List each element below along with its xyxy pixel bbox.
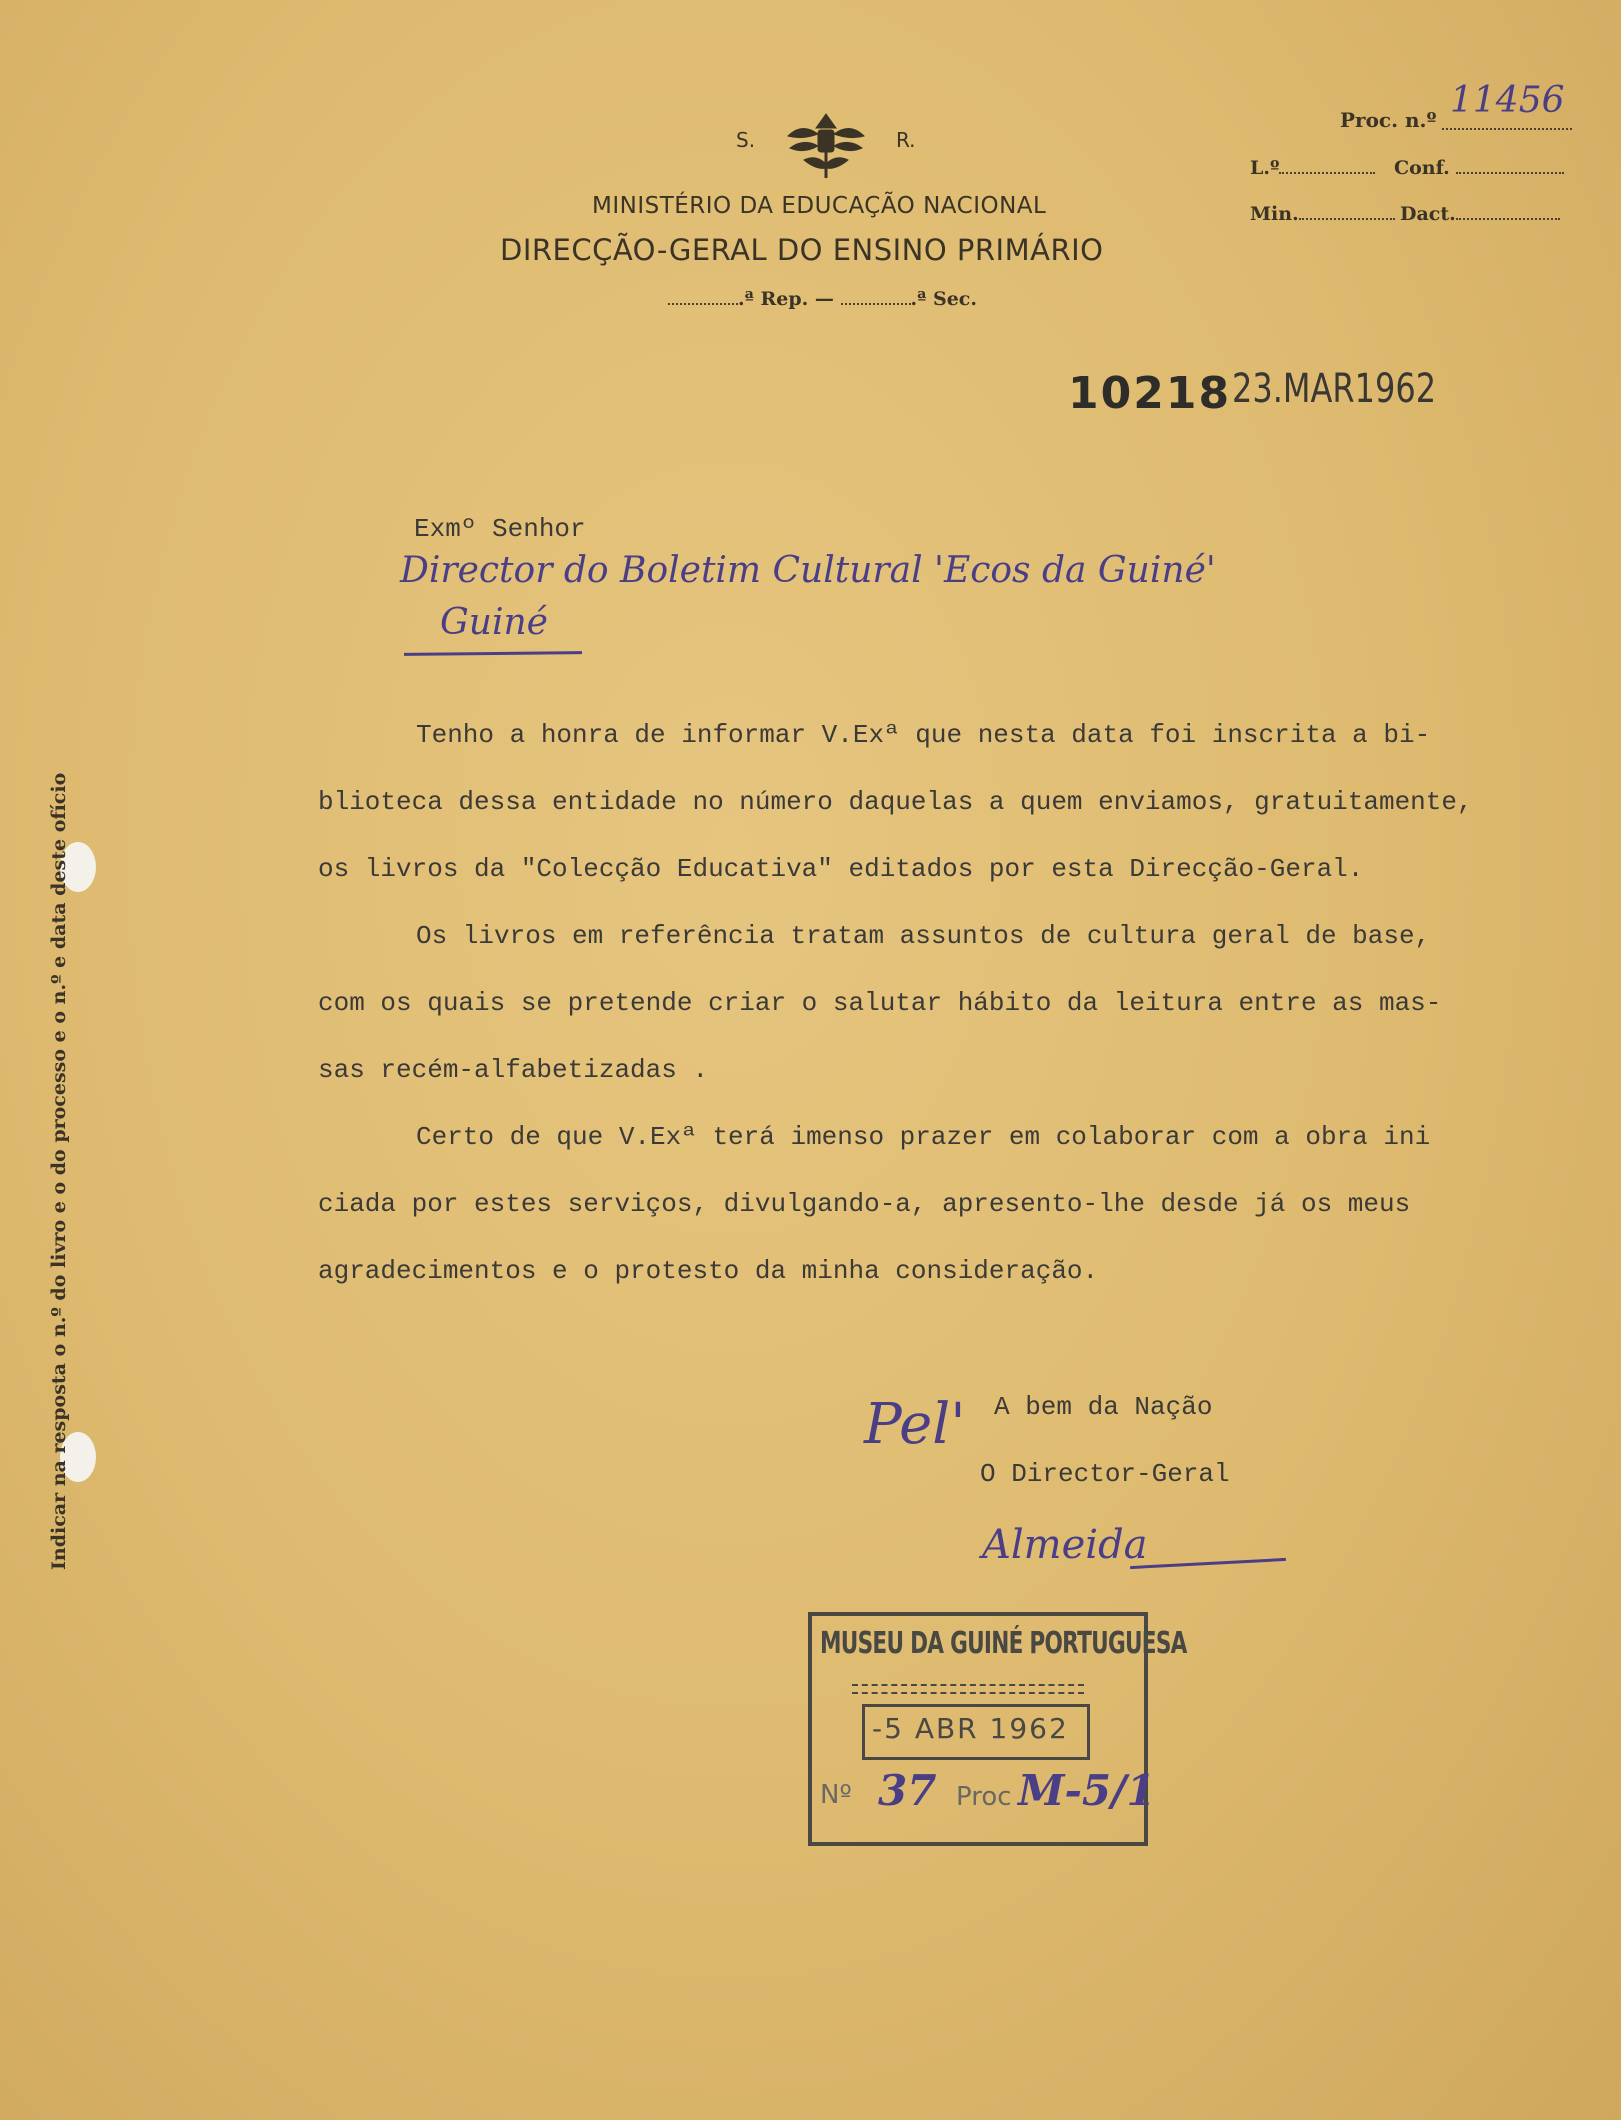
- closing-line-1: A bem da Nação: [994, 1392, 1213, 1422]
- sec-label: .ª Sec.: [910, 288, 977, 310]
- stamp-proc-value: M-5/1: [1018, 1766, 1156, 1815]
- dact-label: Dact.: [1400, 203, 1560, 225]
- recipient-underline: [404, 651, 582, 656]
- rep-label: .ª Rep. —: [738, 288, 834, 310]
- letterhead-right-letter: R.: [896, 128, 916, 152]
- l-label: L.º: [1250, 157, 1375, 179]
- margin-note: Indicar na resposta o n.º do livro e o do processo e o n.º e data deste ofício: [48, 772, 70, 1570]
- closing-line-2: O Director-Geral: [980, 1459, 1230, 1489]
- body-line: Tenho a honra de informar V.Exª que nesta data foi inscrita a bi-: [416, 720, 1431, 750]
- director-signature: Almeida: [982, 1522, 1148, 1568]
- recipient-line-2: Guiné: [440, 602, 548, 643]
- signature-flourish: [1130, 1558, 1286, 1569]
- body-line: blioteca dessa entidade no número daquelas a quem enviamos, gratuitamente,: [318, 787, 1473, 817]
- reference-date: 23.MAR1962: [1232, 366, 1437, 412]
- salutation: Exmº Senhor: [414, 514, 586, 544]
- proc-field: [1442, 80, 1572, 130]
- recipient-line-1: Director do Boletim Cultural 'Ecos da Guiné': [400, 550, 1216, 591]
- min-label: Min.: [1250, 203, 1395, 225]
- museum-receipt-stamp: [808, 1612, 1187, 1846]
- coat-of-arms-icon: [782, 108, 870, 180]
- ministry-name: MINISTÉRIO DA EDUCAÇÃO NACIONAL: [592, 193, 1047, 219]
- stamp-no-label: Nº: [820, 1780, 852, 1810]
- body-line: agradecimentos e o protesto da minha consideração.: [318, 1256, 1099, 1286]
- reference-number: 10218: [1068, 368, 1232, 419]
- stamp-proc-label: Proc: [956, 1782, 1012, 1812]
- rep-sec-line: [668, 288, 977, 310]
- letterhead-left-letter: S.: [736, 128, 756, 152]
- body-line: Os livros em referência tratam assuntos de cultura geral de base,: [416, 921, 1431, 951]
- stamp-divider: [852, 1684, 1084, 1694]
- stamp-institution: MUSEU DA GUINÉ PORTUGUESA: [820, 1626, 1187, 1661]
- proc-value: 11456: [1450, 80, 1565, 121]
- body-line: ciada por estes serviços, divulgando-a, apresento-lhe desde já os meus: [318, 1189, 1411, 1219]
- conf-label: Conf.: [1394, 157, 1564, 179]
- body-line: sas recém-alfabetizadas .: [318, 1055, 709, 1085]
- proc-label: Proc. n.º: [1340, 108, 1437, 132]
- directorate-name: DIRECÇÃO-GERAL DO ENSINO PRIMÁRIO: [500, 233, 1104, 267]
- body-line: os livros da "Colecção Educativa" editados por esta Direcção-Geral.: [318, 854, 1364, 884]
- body-line: com os quais se pretende criar o salutar hábito da leitura entre as mas-: [318, 988, 1442, 1018]
- stamp-no-value: 37: [878, 1766, 937, 1815]
- stamp-date: -5 ABR 1962: [872, 1712, 1069, 1745]
- body-line: Certo de que V.Exª terá imenso prazer em colaborar com a obra ini: [416, 1122, 1431, 1152]
- handwritten-initials: Pel': [864, 1392, 966, 1457]
